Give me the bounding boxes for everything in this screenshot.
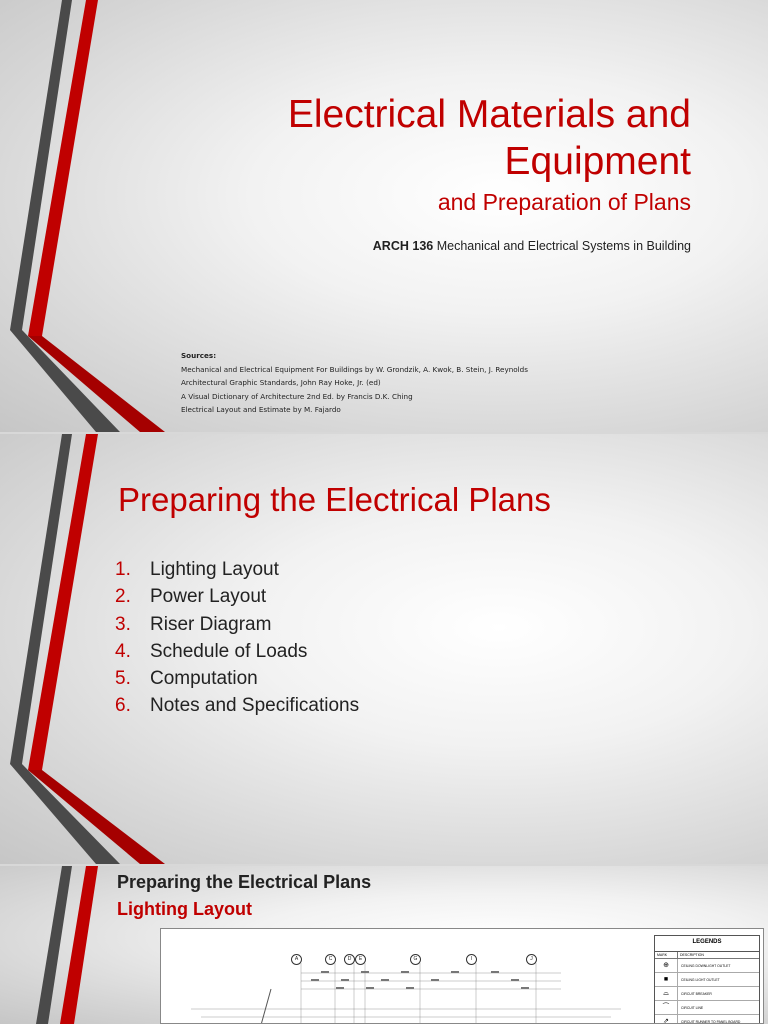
- grid-label: A: [291, 954, 302, 965]
- legend-col-desc: DESCRIPTION: [680, 953, 704, 957]
- list-number: 2.: [115, 586, 131, 608]
- ceiling-light-icon: ■: [655, 973, 678, 986]
- legend-desc: CIRCUIT RUNNER TO PANEL BOARD: [681, 1019, 741, 1024]
- list-number: 5.: [115, 668, 131, 690]
- legend-title: LEGENDS: [655, 936, 759, 952]
- source-item: Electrical Layout and Estimate by M. Fajardo: [181, 405, 341, 415]
- course-line: [131, 239, 691, 253]
- source-item: Architectural Graphic Standards, John Ray Hoke, Jr. (ed): [181, 378, 381, 388]
- list-item: [115, 586, 359, 613]
- sources-block: [181, 349, 528, 417]
- list-label: Riser Diagram: [150, 613, 272, 635]
- ribbon-decoration: [0, 866, 120, 1024]
- legend-desc: CEILING DOWNLIGHT OUTLET: [681, 963, 731, 968]
- source-item: A Visual Dictionary of Architecture 2nd Ed. by Francis D.K. Ching: [181, 391, 413, 401]
- list-item: [115, 668, 359, 695]
- list-number: 4.: [115, 640, 131, 662]
- slide-subtitle: Lighting Layout: [117, 899, 252, 919]
- circuit-line-icon: ⁀: [655, 1001, 678, 1014]
- title-line-1: Electrical Materials and: [287, 93, 691, 136]
- home-run-icon: ⇗: [655, 1015, 678, 1024]
- grid-label: G: [410, 954, 421, 965]
- slide-title: Preparing the Electrical Plans: [117, 872, 372, 892]
- lighting-layout-drawing: [160, 928, 764, 1024]
- list-number: 1.: [115, 559, 131, 580]
- list-number: 3.: [115, 613, 131, 635]
- list-item: [115, 641, 359, 668]
- legend-row: [655, 1001, 759, 1015]
- legend-row: [655, 959, 759, 973]
- legend-desc: CEILING LIGHT OUTLET: [681, 977, 720, 982]
- legend-row: [655, 987, 759, 1001]
- grid-label: C: [325, 954, 336, 965]
- legend-row: [655, 1015, 759, 1024]
- legend-table: [654, 935, 760, 1024]
- list-number: 6.: [115, 695, 131, 717]
- course-code: ARCH 136: [372, 239, 434, 253]
- source-item: Mechanical and Electrical Equipment For Buildings by W. Grondzik, A. Kwok, B. Stein, J. Reynolds: [181, 364, 528, 374]
- grid-label: I: [466, 954, 477, 965]
- grid-label: D: [344, 954, 355, 965]
- presentation-subtitle: and Preparation of Plans: [437, 189, 691, 215]
- floor-plan-drawing: [161, 929, 651, 1024]
- course-name: Mechanical and Electrical Systems in Building: [436, 239, 691, 253]
- list-label: Notes and Specifications: [150, 695, 360, 717]
- ribbon-decoration: [0, 0, 170, 432]
- list-label: Computation: [150, 668, 258, 690]
- grid-label: J: [526, 954, 537, 965]
- title-line-2: Equipment: [504, 140, 691, 183]
- list-label: Schedule of Loads: [150, 640, 308, 662]
- outline-list: [115, 559, 359, 723]
- presentation-title: [131, 91, 691, 185]
- list-label: Lighting Layout: [150, 559, 279, 580]
- legend-col-mark: MARK: [655, 952, 678, 958]
- downlight-icon: ⊕: [655, 959, 678, 972]
- list-item: [115, 559, 359, 586]
- sources-heading: Sources:: [181, 351, 217, 360]
- list-label: Power Layout: [150, 586, 267, 608]
- legend-row: [655, 973, 759, 987]
- list-item: [115, 695, 359, 722]
- title-slide: [0, 0, 768, 432]
- legend-desc: CIRCUIT BREAKER: [681, 991, 712, 996]
- outline-title: Preparing the Electrical Plans: [118, 481, 551, 518]
- legend-desc: CIRCUIT LINE: [681, 1005, 704, 1010]
- list-item: [115, 614, 359, 641]
- legend-header: [655, 952, 759, 959]
- circuit-breaker-icon: ⌓: [655, 987, 678, 1000]
- grid-label: E: [355, 954, 366, 965]
